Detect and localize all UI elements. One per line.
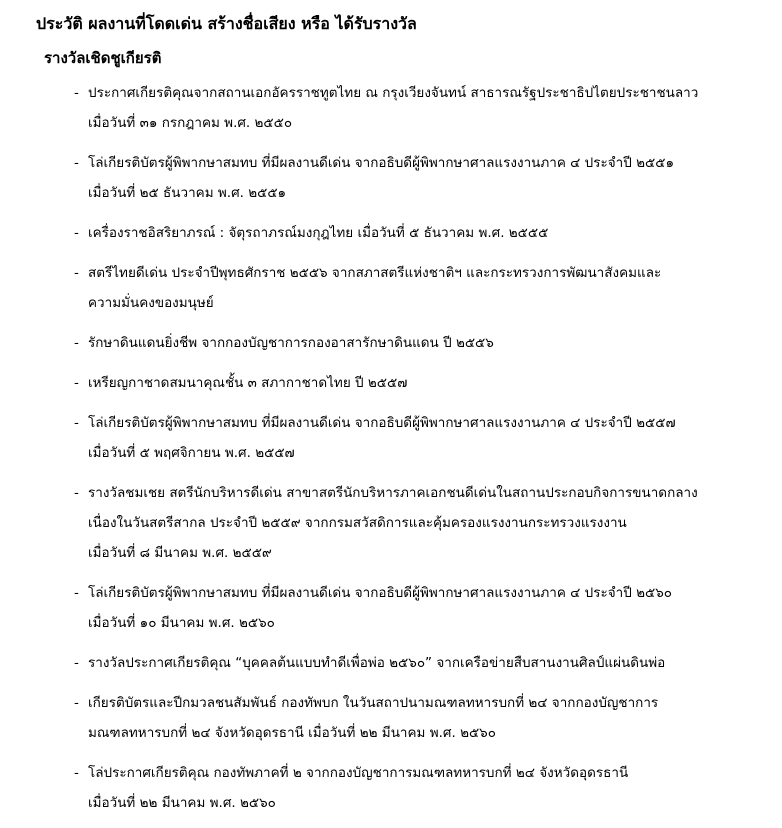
- award-item: [74, 758, 774, 818]
- bullet-dash: -: [74, 265, 79, 281]
- award-item: [74, 478, 774, 568]
- bullet-dash: -: [74, 155, 79, 171]
- award-line: เมื่อวันที่ ๓๑ กรกฎาคม พ.ศ. ๒๕๕๐: [88, 115, 293, 131]
- bullet-dash: -: [74, 335, 79, 351]
- award-line: เนื่องในวันสตรีสากล ประจำปี ๒๕๕๙ จากกรมสวัสดิการและคุ้มครองแรงงานกระทรวงแรงงาน: [88, 515, 627, 531]
- award-line: ความมั่นคงของมนุษย์: [88, 295, 214, 311]
- bullet-dash: -: [74, 85, 79, 101]
- bullet-dash: -: [74, 485, 79, 501]
- award-line: โล่เกียรติบัตรผู้พิพากษาสมทบ ที่มีผลงานดีเด่น จากอธิบดีผู้พิพากษาศาลแรงงานภาค ๔ ประจำปี ๒๕๕๑: [88, 155, 675, 171]
- award-line: ประกาศเกียรติคุณจากสถานเอกอัครราชทูตไทย ณ กรุงเวียงจันทน์ สาธารณรัฐประชาธิปไตยประชาชนลาว: [88, 85, 699, 101]
- award-line: รางวัลประกาศเกียรติคุณ “บุคคลต้นแบบทำดีเพื่อพ่อ ๒๕๖๐” จากเครือข่ายสืบสานงานศิลป์แผ่นดินพ่อ: [88, 655, 666, 671]
- award-line: เมื่อวันที่ ๒๕ ธันวาคม พ.ศ. ๒๕๕๑: [88, 185, 287, 201]
- award-line: รางวัลชมเชย สตรีนักบริหารดีเด่น สาขาสตรีนักบริหารภาคเอกชนดีเด่นในสถานประกอบกิจการขนาดกลาง: [88, 485, 698, 501]
- award-line: สตรีไทยดีเด่น ประจำปีพุทธศักราช ๒๕๕๖ จากสภาสตรีแห่งชาติฯ และกระทรวงการพัฒนาสังคมและ: [88, 265, 662, 281]
- bullet-dash: -: [74, 225, 79, 241]
- award-line: เมื่อวันที่ ๑๐ มีนาคม พ.ศ. ๒๕๖๐: [88, 615, 275, 631]
- award-item: [74, 218, 774, 248]
- bullet-dash: -: [74, 655, 79, 671]
- award-item: [74, 578, 774, 638]
- award-item: [74, 148, 774, 208]
- award-line: มณฑลทหารบกที่ ๒๔ จังหวัดอุดรธานี เมื่อวันที่ ๒๒ มีนาคม พ.ศ. ๒๕๖๐: [88, 725, 496, 741]
- bullet-dash: -: [74, 375, 79, 391]
- bullet-dash: -: [74, 695, 79, 711]
- award-line: เมื่อวันที่ ๘ มีนาคม พ.ศ. ๒๕๕๙: [88, 545, 272, 561]
- award-item: [74, 688, 774, 748]
- award-line: โล่ประกาศเกียรติคุณ กองทัพภาคที่ ๒ จากกองบัญชาการมณฑลทหารบกที่ ๒๔ จังหวัดอุดรธานี: [88, 765, 629, 781]
- award-line: เมื่อวันที่ ๕ พฤศจิกายน พ.ศ. ๒๕๕๗: [88, 445, 295, 461]
- award-line: เหรียญกาชาดสมนาคุณชั้น ๓ สภากาชาดไทย ปี ๒๕๕๗: [88, 375, 408, 391]
- bullet-dash: -: [74, 585, 79, 601]
- award-item: [74, 408, 774, 468]
- award-line: โล่เกียรติบัตรผู้พิพากษาสมทบ ที่มีผลงานดีเด่น จากอธิบดีผู้พิพากษาศาลแรงงานภาค ๔ ประจำปี ๒๕๕๗: [88, 415, 676, 431]
- award-item: [74, 368, 774, 398]
- award-item: [74, 258, 774, 318]
- award-item: [74, 328, 774, 358]
- award-line: เครื่องราชอิสริยาภรณ์ : จัตุรถาภรณ์มงกุฎไทย เมื่อวันที่ ๕ ธันวาคม พ.ศ. ๒๕๕๕: [88, 225, 549, 241]
- bullet-dash: -: [74, 765, 79, 781]
- page-title: ประวัติ ผลงานที่โดดเด่น สร้างชื่อเสียง หรือ ได้รับรางวัล: [36, 14, 417, 33]
- award-list: [74, 78, 774, 828]
- section-heading: รางวัลเชิดชูเกียรติ: [44, 49, 162, 67]
- award-line: รักษาดินแดนยิ่งชีพ จากกองบัญชาการกองอาสารักษาดินแดน ปี ๒๕๕๖: [88, 335, 494, 351]
- award-line: เกียรติบัตรและปีกมวลชนสัมพันธ์ กองทัพบก ในวันสถาปนามณฑลทหารบกที่ ๒๔ จากกองบัญชาการ: [88, 695, 659, 711]
- bullet-dash: -: [74, 415, 79, 431]
- award-item: [74, 78, 774, 138]
- award-line: โล่เกียรติบัตรผู้พิพากษาสมทบ ที่มีผลงานดีเด่น จากอธิบดีผู้พิพากษาศาลแรงงานภาค ๔ ประจำปี ๒๕๖๐: [88, 585, 673, 601]
- award-item: [74, 648, 774, 678]
- award-line: เมื่อวันที่ ๒๒ มีนาคม พ.ศ. ๒๕๖๐: [88, 795, 276, 811]
